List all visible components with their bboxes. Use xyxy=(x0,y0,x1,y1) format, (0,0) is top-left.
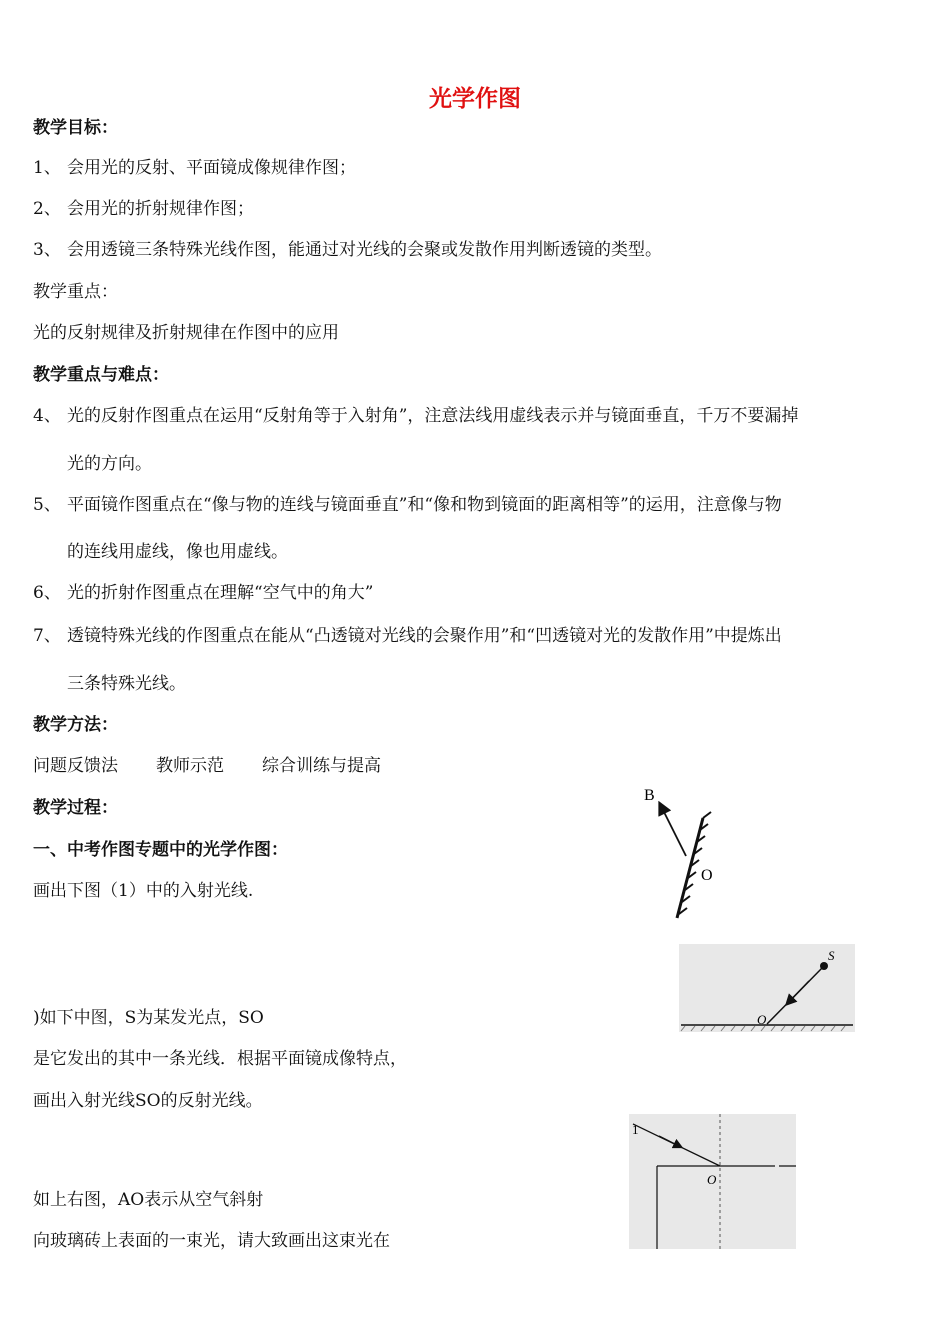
fig2-label-s: S xyxy=(828,948,835,963)
question-2-line-2: 是它发出的其中一条光线．根据平面镜成像特点， xyxy=(33,1049,407,1069)
process-heading: 教学过程： xyxy=(33,798,118,818)
method-3: 综合训练与提高 xyxy=(262,756,381,776)
goal-item-1: 1、 会用光的反射、平面镜成像规律作图； xyxy=(33,158,356,178)
section-1-heading: 一、中考作图专题中的光学作图： xyxy=(33,840,288,860)
kd-item-5: 5、 平面镜作图重点在“像与物的连线与镜面垂直”和“像和物到镜面的距离相等”的运用，注意像与物 xyxy=(33,495,782,515)
fig3-label-o: O xyxy=(707,1172,717,1187)
goal-item-2: 2、 会用光的折射规律作图； xyxy=(33,199,254,219)
method-2: 教师示范 xyxy=(156,756,224,776)
fig3-label-a: 1 xyxy=(632,1122,639,1137)
figure-glass-refraction xyxy=(629,1114,796,1249)
question-2-line-3: 画出入射光线SO的反射光线。 xyxy=(33,1091,263,1111)
question-3-line-2: 向玻璃砖上表面的一束光，请大致画出这束光在 xyxy=(33,1231,390,1251)
key-point-text: 光的反射规律及折射规律在作图中的应用 xyxy=(33,323,339,343)
fig1-label-o: O xyxy=(701,867,713,884)
methods-heading: 教学方法： xyxy=(33,715,118,735)
fig2-label-o: O xyxy=(757,1012,767,1027)
key-difficult-heading: 教学重点与难点： xyxy=(33,365,169,385)
figure-plane-mirror xyxy=(679,944,855,1032)
goals-heading: 教学目标： xyxy=(33,118,118,138)
question-3-line-1: 如上右图，AO表示从空气斜射 xyxy=(33,1190,264,1210)
fig1-label-b: B xyxy=(644,787,655,804)
kd-item-7-cont: 三条特殊光线。 xyxy=(67,674,186,694)
kd-item-4-cont: 光的方向。 xyxy=(67,454,152,474)
goal-item-3: 3、 会用透镜三条特殊光线作图，能通过对光线的会聚或发散作用判断透镜的类型。 xyxy=(33,240,662,260)
methods-list xyxy=(33,754,419,778)
page-title: 光学作图 xyxy=(429,86,521,112)
kd-item-6: 6、 光的折射作图重点在理解“空气中的角大” xyxy=(33,583,374,603)
kd-item-4: 4、 光的反射作图重点在运用“反射角等于入射角”，注意法线用虚线表示并与镜面垂直，千万不要漏掉 xyxy=(33,406,799,426)
question-1: 画出下图（1）中的入射光线. xyxy=(33,881,254,901)
kd-item-5-cont: 的连线用虚线，像也用虚线。 xyxy=(67,542,288,562)
kd-item-7: 7、 透镜特殊光线的作图重点在能从“凸透镜对光线的会聚作用”和“凹透镜对光的发散作用”中提炼出 xyxy=(33,626,782,646)
question-2-line-1: )如下中图，S为某发光点，SO xyxy=(33,1008,264,1028)
figure-mirror-reflection xyxy=(630,778,730,923)
key-point-heading: 教学重点： xyxy=(33,282,118,302)
method-1: 问题反馈法 xyxy=(33,756,118,776)
